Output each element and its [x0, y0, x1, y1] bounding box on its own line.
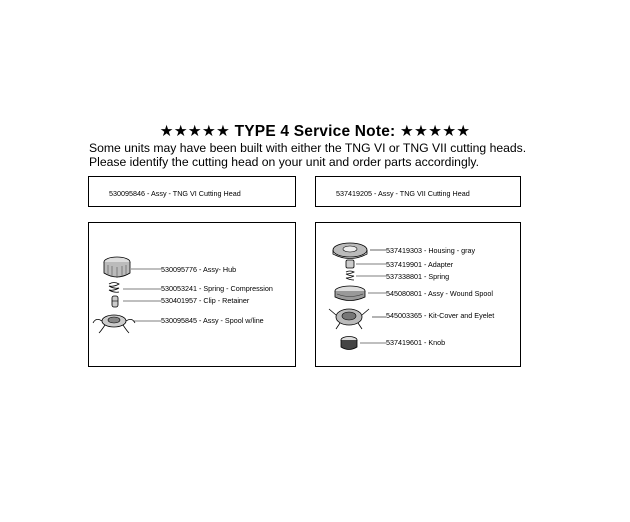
- left-header-box: [88, 176, 296, 207]
- hub-leader: [131, 267, 161, 271]
- right-header-label: 537419205 - Assy - TNG VII Cutting Head: [336, 189, 470, 198]
- left-part-label: 530095845 - Assy - Spool w/line: [161, 316, 264, 325]
- knob-leader: [360, 341, 386, 345]
- right-part-label: 545080801 - Assy - Wound Spool: [386, 289, 493, 298]
- left-header-label: 530095846 - Assy - TNG VI Cutting Head: [109, 189, 241, 198]
- right-part-label: 537338801 - Spring: [386, 272, 450, 281]
- cover-leader: [372, 315, 386, 319]
- left-part-label: 530095776 - Assy- Hub: [161, 265, 237, 274]
- title-stars-left: ★★★★★: [159, 123, 231, 140]
- right-part-label: 537419901 - Adapter: [386, 260, 454, 269]
- housing-icon: [330, 241, 370, 261]
- title-text: TYPE 4 Service Note:: [234, 123, 396, 140]
- adapter-leader: [356, 262, 386, 266]
- compression-spring-icon: [107, 281, 121, 295]
- note-line-1: Some units may have been built with either the TNG VI or TNG VII cutting heads.: [89, 141, 527, 155]
- spring-leader: [356, 274, 386, 278]
- service-note-title: [0, 122, 630, 141]
- left-part-label: 530053241 - Spring - Compression: [161, 284, 273, 293]
- left-part-label: 530401957 - Clip - Retainer: [161, 296, 250, 305]
- title-stars-right: ★★★★★: [399, 123, 471, 140]
- hub-icon: [99, 255, 135, 281]
- right-part-label: 537419303 - Housing - gray: [386, 246, 476, 255]
- left-parts-panel: [88, 222, 296, 367]
- spring-icon: [344, 270, 356, 282]
- note-line-2: Please identify the cutting head on your unit and order parts accordingly.: [89, 155, 480, 169]
- spool-leader: [133, 319, 161, 323]
- cover-eyelet-icon: [326, 305, 372, 331]
- right-part-label: 545003365 - Kit-Cover and Eyelet: [386, 311, 495, 320]
- housing-leader: [370, 248, 386, 252]
- right-part-label: 537419601 - Knob: [386, 338, 446, 347]
- adapter-icon: [344, 259, 356, 269]
- clip-leader: [123, 299, 161, 303]
- retainer-clip-icon: [109, 295, 121, 309]
- right-parts-panel: [315, 222, 521, 367]
- spool-with-line-icon: [91, 309, 137, 335]
- wound-spool-icon: [332, 285, 368, 303]
- spring-leader: [123, 287, 161, 291]
- wound-spool-leader: [368, 291, 386, 295]
- knob-icon: [338, 335, 360, 353]
- right-header-box: [315, 176, 521, 207]
